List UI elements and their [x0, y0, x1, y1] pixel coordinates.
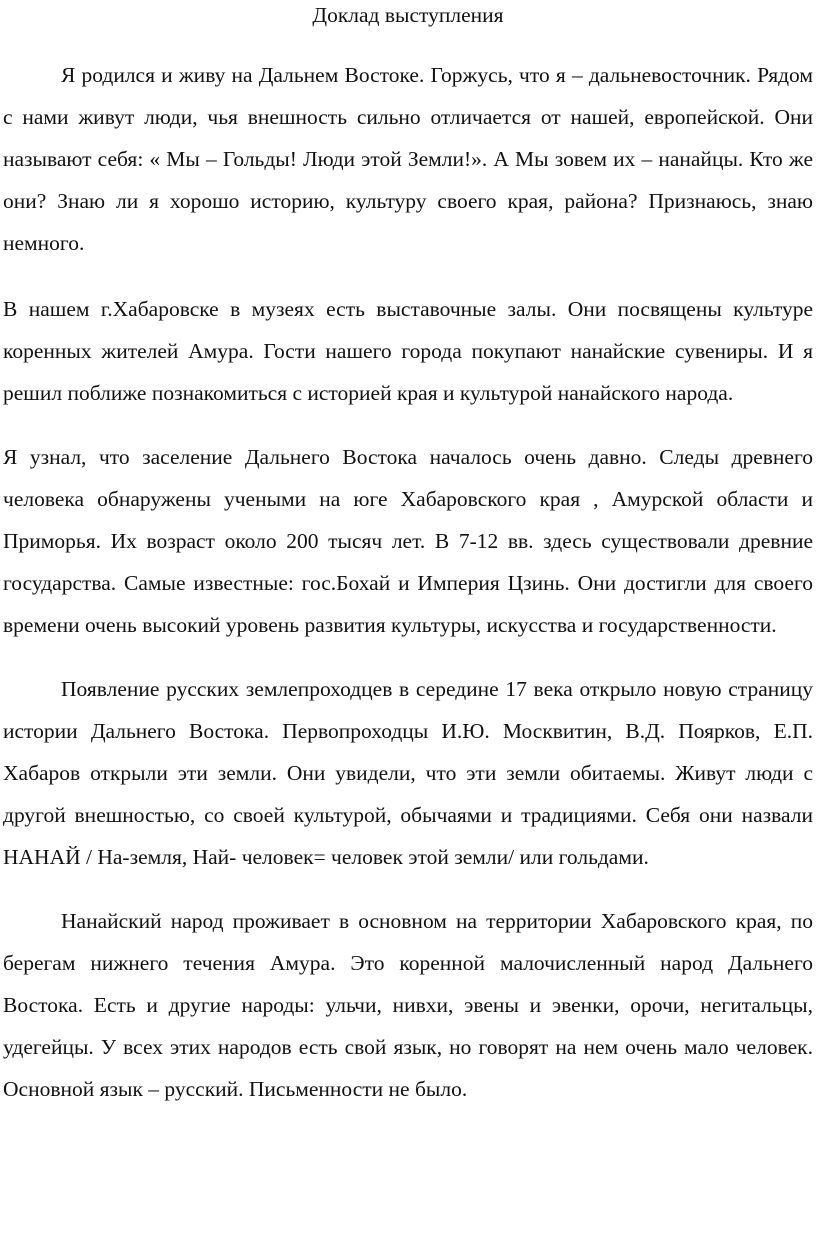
- document-title: Доклад выступления: [312, 3, 504, 27]
- paragraph-intro: Я родился и живу на Дальнем Востоке. Горжусь, что я – дальневосточник. Рядом с нами живут люди, чья внешность сильно отличается от нашей, европейской. Они называют себя: « Мы – Гольды! Люди этой Земли!». А Мы зовем их – нанайцы. Кто же они? Знаю ли я хорошо историю, культуру своего края, района? Признаюсь, знаю немного.: [3, 63, 813, 255]
- paragraph-museums: В нашем г.Хабаровске в музеях есть выставочные залы. Они посвящены культуре коренных жителей Амура. Гости нашего города покупают нанайские сувениры. И я решил поближе познакомиться с историей края и культурой нанайского народа.: [3, 297, 813, 405]
- paragraph-settlement: Я узнал, что заселение Дальнего Востока началось очень давно. Следы древнего человека обнаружены учеными на юге Хабаровского края , Амурской области и Приморья. Их возраст около 200 тысяч лет. В 7-12 вв. здесь существовали древние государства. Самые известные: гос.Бохай и Империя Цзинь. Они достигли для своего времени очень высокий уровень развития культуры, искусства и государственности.: [3, 445, 813, 637]
- paragraph-nanai-people: Нанайский народ проживает в основном на территории Хабаровского края, по берегам нижнего течения Амура. Это коренной малочисленный народ Дальнего Востока. Есть и другие народы: ульчи, нивхи, эвены и эвенки, орочи, негитальцы, удегейцы. У всех этих народов есть свой язык, но говорят на нем очень мало человек. Основной язык – русский. Письменности не было.: [3, 909, 813, 1101]
- paragraph-explorers: Появление русских землепроходцев в середине 17 века открыло новую страницу истории Дальнего Востока. Первопроходцы И.Ю. Москвитин, В.Д. Поярков, Е.П. Хабаров открыли эти земли. Они увидели, что эти земли обитаемы. Живут люди с другой внешностью, со своей культурой, обычаями и традициями. Себя они назвали НАНАЙ / На-земля, Най- человек= человек этой земли/ или гольдами.: [3, 677, 813, 869]
